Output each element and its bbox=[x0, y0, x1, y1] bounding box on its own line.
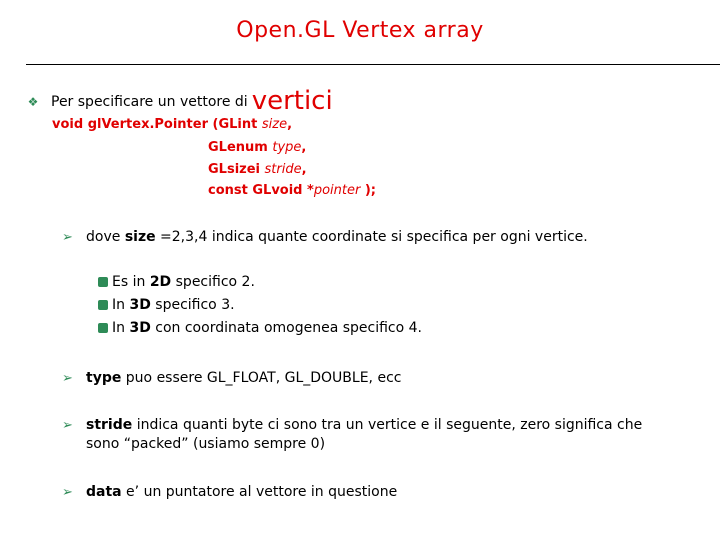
code-arg-size: size bbox=[261, 117, 288, 132]
sub-pre: Es in bbox=[112, 274, 150, 290]
sub-post: specifico 2. bbox=[171, 274, 255, 290]
type-text: puo essere GL_FLOAT, GL_DOUBLE, ecc bbox=[121, 370, 402, 386]
arrow-bullet-icon: ➢ bbox=[62, 371, 73, 386]
code-line-2 bbox=[208, 140, 306, 155]
sub-item-3d-homogeneous bbox=[98, 319, 422, 338]
sub-pre: In bbox=[112, 320, 130, 336]
diamond-bullet-icon: ❖ bbox=[27, 95, 39, 109]
intro-bullet bbox=[27, 86, 333, 116]
sub-keyword: 2D bbox=[149, 274, 172, 290]
code-func: void glVertex.Pointer (GLint bbox=[52, 117, 262, 132]
code-type: const GLvoid * bbox=[208, 183, 314, 198]
sub-item-3d bbox=[98, 296, 235, 315]
intro-text: Per specificare un vettore di bbox=[51, 94, 248, 110]
type-keyword: type bbox=[86, 370, 122, 386]
code-arg-pointer: pointer bbox=[313, 183, 361, 198]
intro-emphasis: vertici bbox=[251, 86, 333, 116]
size-bullet bbox=[62, 228, 588, 247]
code-line-3 bbox=[208, 162, 307, 177]
square-bullet-icon bbox=[98, 300, 108, 310]
code-punct: , bbox=[301, 140, 307, 155]
data-bullet bbox=[62, 483, 397, 502]
sub-post: specifico 3. bbox=[150, 297, 235, 313]
arrow-bullet-icon: ➢ bbox=[62, 418, 73, 433]
code-type: GLenum bbox=[208, 140, 273, 155]
code-type: GLsizei bbox=[208, 162, 265, 177]
code-line-4 bbox=[208, 183, 376, 198]
size-pre: dove bbox=[86, 229, 125, 245]
code-arg-type: type bbox=[272, 140, 302, 155]
stride-keyword: stride bbox=[86, 417, 133, 433]
type-bullet bbox=[62, 369, 401, 388]
code-punct: ); bbox=[360, 183, 376, 198]
arrow-bullet-icon: ➢ bbox=[62, 230, 73, 245]
slide-title: Open.GL Vertex array bbox=[236, 18, 484, 43]
code-punct: , bbox=[287, 117, 293, 132]
arrow-bullet-icon: ➢ bbox=[62, 485, 73, 500]
data-keyword: data bbox=[86, 484, 122, 500]
code-punct: , bbox=[301, 162, 307, 177]
stride-text-1: indica quanti byte ci sono tra un vertice e il seguente, zero significa che bbox=[132, 417, 643, 433]
size-text: =2,3,4 indica quante coordinate si specifica per ogni vertice. bbox=[155, 229, 588, 245]
sub-post: con coordinata omogenea specifico 4. bbox=[150, 320, 423, 336]
data-text: e’ un puntatore al vettore in questione bbox=[121, 484, 398, 500]
square-bullet-icon bbox=[98, 323, 108, 333]
code-arg-stride: stride bbox=[264, 162, 302, 177]
title-divider bbox=[26, 64, 720, 65]
size-keyword: size bbox=[124, 229, 156, 245]
stride-bullet bbox=[62, 416, 642, 454]
code-line-1 bbox=[52, 117, 292, 132]
sub-keyword: 3D bbox=[129, 320, 151, 336]
stride-text-2: sono “packed” (usiamo sempre 0) bbox=[86, 436, 326, 452]
sub-pre: In bbox=[112, 297, 130, 313]
sub-keyword: 3D bbox=[129, 297, 151, 313]
sub-item-2d bbox=[98, 273, 255, 292]
square-bullet-icon bbox=[98, 277, 108, 287]
